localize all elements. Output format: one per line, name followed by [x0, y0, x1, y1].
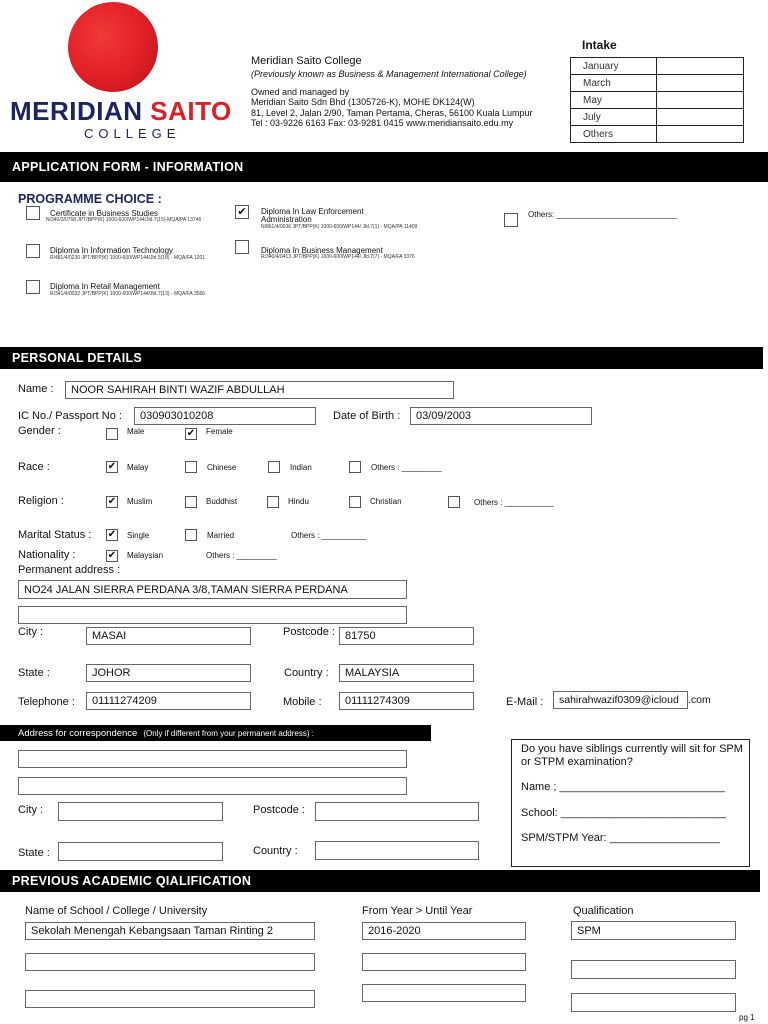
- gender-male-checkbox[interactable]: [106, 428, 118, 440]
- siblings-box: [511, 739, 750, 867]
- correspondence-postcode-label: Postcode :: [253, 804, 305, 816]
- religion-option: Muslim: [127, 497, 153, 506]
- marital-option: Single: [127, 531, 150, 540]
- academic-school-field[interactable]: [25, 990, 315, 1008]
- correspondence-title: Address for correspondence: [18, 727, 138, 739]
- academic-col-qualification: Qualification: [573, 905, 634, 917]
- gender-female-label: Female: [206, 427, 233, 436]
- intake-month: March: [571, 75, 657, 92]
- intake-cell[interactable]: [657, 109, 744, 126]
- programme-checkbox[interactable]: [26, 244, 40, 258]
- logo-subtitle: COLLEGE: [84, 126, 181, 141]
- academic-year-field[interactable]: 2016-2020: [362, 922, 526, 940]
- siblings-name[interactable]: Name ; ___________________________: [521, 781, 725, 793]
- religion-option: Christian: [370, 497, 402, 506]
- programme-name: Diploma In Business Management: [261, 246, 383, 255]
- section-academic: PREVIOUS ACADEMIC QIALIFICATION: [0, 870, 760, 892]
- siblings-year[interactable]: SPM/STPM Year: __________________: [521, 832, 720, 844]
- correspondence-city-field[interactable]: [58, 802, 223, 821]
- religion-christian-checkbox[interactable]: [349, 496, 361, 508]
- programme-code: R/341/4/0032 JPT/BPP(K) 1000-600/WP144/Jld.7(13) - MQA/FA 3566: [50, 291, 206, 297]
- email-label: E-Mail :: [506, 696, 544, 708]
- religion-option: Others : ___________: [474, 498, 554, 507]
- country-field[interactable]: MALAYSIA: [339, 664, 474, 682]
- programme-checkbox[interactable]: [235, 240, 249, 254]
- academic-qualification-field[interactable]: [571, 993, 736, 1012]
- religion-others-checkbox[interactable]: [448, 496, 460, 508]
- intake-title: Intake: [582, 38, 617, 52]
- postcode-field[interactable]: 81750: [339, 627, 474, 645]
- programme-code: N/340/3/0768 JPT/BPP(K) 1000-600/WP144/Jld.7(15)-MQA/PA 13746: [46, 217, 202, 223]
- gender-male-label: Male: [127, 427, 145, 436]
- page-number: pg 1: [739, 1013, 755, 1022]
- intake-month: January: [571, 58, 657, 75]
- college-address: 81, Level 2, Jalan 2/90, Taman Pertama, Cheras, 56100 Kuala Lumpur: [251, 108, 533, 118]
- city-field[interactable]: MASAI: [86, 627, 251, 645]
- programme-others-checkbox[interactable]: [504, 213, 518, 227]
- owned-by-label: Owned and managed by: [251, 87, 350, 97]
- race-others-checkbox[interactable]: [349, 461, 361, 473]
- intake-month: July: [571, 109, 657, 126]
- correspondence-state-label: State :: [18, 847, 50, 859]
- nationality-option: Malaysian: [127, 551, 164, 560]
- college-name: Meridian Saito College: [251, 55, 362, 67]
- dob-label: Date of Birth :: [333, 410, 401, 422]
- race-malay-checkbox[interactable]: ✔: [107, 461, 117, 472]
- correspondence-country-field[interactable]: [315, 841, 479, 860]
- programme-checkbox[interactable]: ✔: [235, 205, 249, 219]
- academic-qualification-field[interactable]: [571, 960, 736, 979]
- college-contact: Tel : 03-9226 6163 Fax: 03-9281 0415 www.meridiansaito.edu.my: [251, 118, 514, 128]
- address-line-1-field[interactable]: NO24 JALAN SIERRA PERDANA 3/8,TAMAN SIERRA PERDANA: [18, 580, 407, 599]
- logo-wordmark: MERIDIAN SAITO: [10, 96, 232, 126]
- academic-col-year: From Year > Until Year: [362, 905, 473, 917]
- ic-field[interactable]: 030903010208: [134, 407, 316, 425]
- name-field[interactable]: NOOR SAHIRAH BINTI WAZIF ABDULLAH: [65, 381, 454, 399]
- programme-name: Diploma In Retail Management: [50, 282, 160, 291]
- programme-code: N/861/4/0036 JPT/BPP(K) 1000-600/WP144/ Jld.7(1) - MQA/PA 11409: [261, 224, 418, 230]
- marital-married-checkbox[interactable]: [185, 529, 197, 541]
- correspondence-note: (Only if different from your permanent address) :: [143, 728, 314, 738]
- academic-col-school: Name of School / College / University: [25, 905, 208, 917]
- race-indian-checkbox[interactable]: [268, 461, 280, 473]
- city-label: City :: [18, 626, 44, 638]
- permanent-address-label: Permanent address :: [18, 564, 121, 576]
- state-field[interactable]: JOHOR: [86, 664, 251, 682]
- name-label: Name :: [18, 383, 54, 395]
- marital-label: Marital Status :: [18, 529, 92, 541]
- nationality-option: Others : _________: [206, 551, 277, 560]
- marital-option: Others : __________: [291, 531, 367, 540]
- programme-code: R/340/4/0413 JPT/BPP(K) 1000-600/WP144/ Jld.7(7) - MQA/FA 3376: [261, 254, 415, 260]
- intake-table: [570, 57, 744, 143]
- correspondence-postcode-field[interactable]: [315, 802, 479, 821]
- intake-month: May: [571, 92, 657, 109]
- programme-name: Certificate in Business Studies: [50, 209, 159, 218]
- marital-option: Married: [207, 531, 235, 540]
- college-logo: [68, 2, 158, 92]
- siblings-question: Do you have siblings currently will sit for SPM or STPM examination?: [521, 743, 743, 768]
- mobile-label: Mobile :: [283, 696, 322, 708]
- telephone-field[interactable]: 01111274209: [86, 692, 251, 710]
- programme-name: Diploma In Law Enforcement Administration: [261, 207, 364, 224]
- correspondence-city-label: City :: [18, 804, 44, 816]
- race-option: Indian: [290, 463, 312, 472]
- nationality-malaysian-checkbox[interactable]: ✔: [107, 550, 117, 561]
- email-suffix: .com: [688, 694, 711, 706]
- ic-label: IC No./ Passport No :: [18, 410, 122, 422]
- programme-checkbox[interactable]: [26, 280, 40, 294]
- email-field[interactable]: sahirahwazif0309@icloud: [553, 691, 688, 709]
- marital-single-checkbox[interactable]: ✔: [107, 529, 117, 540]
- academic-school-field[interactable]: [25, 953, 315, 971]
- gender-label: Gender :: [18, 425, 61, 437]
- programme-checkbox[interactable]: [26, 206, 40, 220]
- section-personal-details: PERSONAL DETAILS: [0, 347, 763, 369]
- siblings-school[interactable]: School: ___________________________: [521, 807, 726, 819]
- intake-cell[interactable]: [657, 58, 744, 75]
- state-label: State :: [18, 667, 50, 679]
- correspondence-country-label: Country :: [253, 845, 298, 857]
- religion-option: Hindu: [288, 497, 309, 506]
- race-chinese-checkbox[interactable]: [185, 461, 197, 473]
- race-option: Malay: [127, 463, 149, 472]
- academic-qualification-field[interactable]: SPM: [571, 921, 736, 940]
- correspondence-state-field[interactable]: [58, 842, 223, 861]
- race-option: Chinese: [207, 463, 237, 472]
- religion-hindu-checkbox[interactable]: [267, 496, 279, 508]
- programme-others-label: Others: ___________________________: [528, 210, 677, 219]
- section-application-form: APPLICATION FORM - INFORMATION: [0, 152, 768, 182]
- religion-buddhist-checkbox[interactable]: [185, 496, 197, 508]
- address-line-2-field[interactable]: [18, 606, 407, 624]
- race-option: Others : _________: [371, 463, 442, 472]
- gender-female-checkbox[interactable]: ✔: [186, 428, 196, 439]
- college-previous-name: (Previously known as Business & Management International College): [251, 69, 527, 79]
- religion-option: Buddhist: [206, 497, 238, 506]
- nationality-label: Nationality :: [18, 549, 76, 561]
- academic-year-field[interactable]: [362, 984, 526, 1002]
- mobile-field[interactable]: 01111274309: [339, 692, 474, 710]
- intake-month: Others: [571, 126, 657, 143]
- postcode-label: Postcode :: [283, 626, 335, 638]
- religion-label: Religion :: [18, 495, 64, 507]
- academic-school-field[interactable]: Sekolah Menengah Kebangsaan Taman Rinting 2: [25, 922, 315, 940]
- programme-code: R/481/4/0230 JPT/BPP(K) 1000-600/WP144/Jld.5(18) - MQA/FA 1201: [50, 255, 206, 261]
- telephone-label: Telephone :: [18, 696, 75, 708]
- country-label: Country :: [284, 667, 329, 679]
- correspondence-bar: [0, 725, 431, 741]
- dob-field[interactable]: 03/09/2003: [410, 407, 592, 425]
- religion-muslim-checkbox[interactable]: ✔: [107, 496, 117, 507]
- intake-cell[interactable]: [657, 126, 744, 143]
- programme-choice-title: PROGRAMME CHOICE :: [18, 192, 162, 206]
- academic-year-field[interactable]: [362, 953, 526, 971]
- intake-cell[interactable]: [657, 92, 744, 109]
- correspondence-line-1-field[interactable]: [18, 750, 407, 768]
- intake-cell[interactable]: [657, 75, 744, 92]
- company-info: Meridian Saito Sdn Bhd (1305726-K), MOHE DK124(W): [251, 97, 475, 107]
- programme-name: Diploma In Information Technology: [50, 246, 174, 255]
- correspondence-line-2-field[interactable]: [18, 777, 407, 795]
- race-label: Race :: [18, 461, 50, 473]
